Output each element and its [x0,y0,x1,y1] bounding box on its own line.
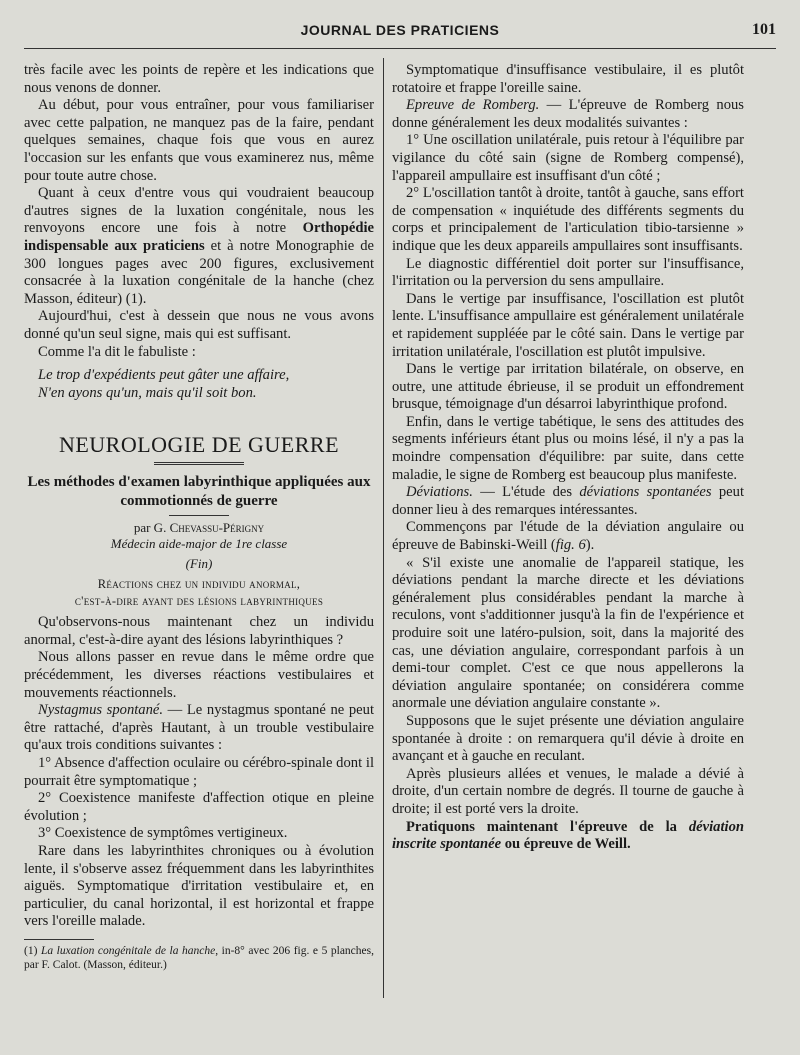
paragraph-lead: Déviations. [406,484,473,501]
book-title: Orthopédie indispensable aux praticiens [24,220,374,254]
footnote-text: , in-8° avec 206 fig. e 5 planches, par F. Calot. (Masson, éditeur.) [24,944,374,971]
paragraph [392,484,744,519]
paragraph: très facile avec les points de repère et les indications que nous venons de donner. [24,62,374,96]
right-column [392,62,744,854]
verse-line: N'en ayons qu'un, mais qu'il soit bon. [38,384,257,401]
paragraph: Comme l'a dit le fabuliste : [38,343,196,360]
section-rule [154,462,244,465]
author-prefix: par G. [133,520,170,536]
journal-title: JOURNAL DES PRATICIENS [300,22,500,38]
article-title: Les méthodes d'examen labyrinthique appliquées aux commotionnés de guerre [27,474,371,510]
text-run: Quant à ceux d'entre vous qui voudraient beaucoup d'autres signes de la luxation congénitale, nous les renvoyons encore une fois à notre [24,185,374,237]
paragraph: Le diagnostic différentiel doit porter sur l'insuffisance, l'irritation ou la perversion du sens ampullaire. [392,255,744,290]
list-item: 1° Absence d'affection oculaire ou cérébro-spinale dont il pourrait être symptomatique ; [24,755,374,789]
text-emphasis: déviation inscrite spontanée [392,818,744,853]
text-run: peut donner lieu à des remarques intéressantes. [392,484,744,518]
paragraph: Rare dans les labyrinthites chroniques ou à évolution lente, il s'observe assez fréquemment dans les labyrinthites aiguës. Symptomatique d'irritation vestibulaire et, en particulier, du canal horizontal, il est horizontal et frappe vers l'oreille malade. [24,843,374,930]
text-run: — Le nystagmus spontané ne peut être rattaché, d'après Hautant, à un trouble vestibulaire qu'aux trois conditions suivantes : [24,702,374,754]
column-divider [383,58,384,998]
paragraph: Symptomatique d'insuffisance vestibulaire, il es plutôt rotatoire et frappe l'oreille saine. [392,62,744,96]
page-number: 101 [752,21,776,38]
text-run: Commençons par l'étude de la déviation angulaire ou épreuve de Babinski-Weill ( [392,519,744,554]
paragraph: Supposons que le sujet présente une déviation angulaire spontanée à droite : on remarquera qu'il dévie à droite en avançant et à gauche en reculant. [392,712,744,765]
list-item: 1° Une oscillation unilatérale, puis retour à l'équilibre par vigilance du côté sain (signe de Romberg compensé), l'appareil ampullaire est insuffisant d'un côté ; [392,132,744,184]
paragraph: Dans le vertige par irritation bilatérale, on observe, en outre, une attitude ébrieuse, il se produit un effondrement brusque, témoignage d'un désarroi labyrinthique profond. [392,361,744,413]
footnote-title: La luxation congénitale de la hanche [40,944,216,957]
subheading: Réactions chez un individu anormal, [97,577,301,592]
paragraph: Nous allons passer en revue dans le même ordre que précédemment, les diverses réactions vestibulaires et mouvements réactionnels. [24,649,374,701]
footnote [24,944,374,972]
list-item: 2° L'oscillation tantôt à droite, tantôt à gauche, sans effort de compensation « inquiétude des différents segments du corps et principalement de l'articulation tibio-tarsienne » indique que les deux appareils ampullaires sont insuffisants. [392,185,744,254]
text-run: ). [585,537,595,554]
text-emphasis: déviations spontanées [579,484,712,501]
figure-reference: fig. 6 [555,537,586,554]
paragraph-lead: Epreuve de Romberg. [406,97,540,114]
author-name: Chevassu-Périgny [169,520,265,536]
quote-paragraph: « S'il existe une anomalie de l'appareil statique, les déviations pendant la marche directe et les déviations généralement plus considérables pendant la marche à reculons, vont s'additionner jusqu'à la fin de l'expérience et produire soit une latéro-pulsion, soit, dans la majorité des cas, une déviation angulaire, correspondant parfois à un demi-tour complet. C'est ce que nous appellerons la déviation angulaire spontanée; on considérera comme anormale une déviation angulaire constante ». [392,554,744,712]
header-rule [24,48,776,49]
paragraph: Au début, pour vous entraîner, pour vous familiariser avec cette palpation, ne manquez pas de la faire, pendant quelques semaines, chaque fois que vous en aurez l'occasion sur les enfants que vous examinerez nus, même pour toute autre chose. [24,97,374,184]
left-column [24,62,374,972]
text-run: Pratiquons maintenant l'épreuve de la [406,818,689,835]
verse-quote [38,367,374,402]
footnote-number: (1) [24,944,41,957]
fin-marker: (Fin) [185,556,213,572]
verse-line: Le trop d'expédients peut gâter une affaire, [38,367,290,384]
paragraph [24,185,374,308]
running-header [24,18,776,44]
paragraph: Aujourd'hui, c'est à dessein que nous ne vous avons donné qu'un seul signe, mais qui est suffisant. [24,308,374,342]
footnote-rule [24,939,94,940]
paragraph: Qu'observons-nous maintenant chez un individu anormal, c'est-à-dire ayant des lésions labyrinthiques ? [24,614,374,648]
section-title: NEUROLOGIE DE GUERRE [58,432,340,458]
paragraph: Après plusieurs allées et venues, le malade a dévié à droite, d'un certain nombre de degrés. Il tourne de gauche à droite; il est porté vers la droite. [392,765,744,817]
text-run: — L'épreuve de Romberg nous donne généralement les deux modalités suivantes : [392,97,744,131]
paragraph [392,819,744,854]
list-item: 3° Coexistence de symptômes vertigineux. [38,825,288,842]
paragraph [392,97,744,132]
title-rule [169,515,229,516]
paragraph: Dans le vertige par insuffisance, l'oscillation est plutôt lente. L'insuffisance ampullaire est généralement unilatérale et rapidement suppléée par le côté sain. Dans le vertige par irritation unilatérale, l'oscillation est plutôt impulsive. [392,290,744,360]
paragraph [392,519,744,554]
subheading: c'est-à-dire ayant des lésions labyrinthiques [74,594,324,609]
paragraph [24,702,374,755]
list-item: 2° Coexistence manifeste d'affection otique en pleine évolution ; [24,790,374,824]
author-affiliation: Médecin aide-major de 1re classe [110,536,288,552]
text-run: et à notre Monographie de 300 longues pages avec 200 figures, exclusivement consacrée à la luxation congénitale de la hanche (chez Masson, éditeur) (1). [24,237,374,307]
text-run: — L'étude des [472,484,580,501]
text-run: ou épreuve de Weill. [501,836,631,853]
paragraph-lead: Nystagmus spontané. [38,702,164,719]
author-line [24,520,374,536]
paragraph: Enfin, dans le vertige tabétique, le sens des attitudes des segments inférieurs étant plus ou moins lésé, il n'y a pas la moindre compensation d'équilibre: par suite, dans cette maladie, le signe de Romberg est beaucoup plus manifeste. [392,413,744,483]
